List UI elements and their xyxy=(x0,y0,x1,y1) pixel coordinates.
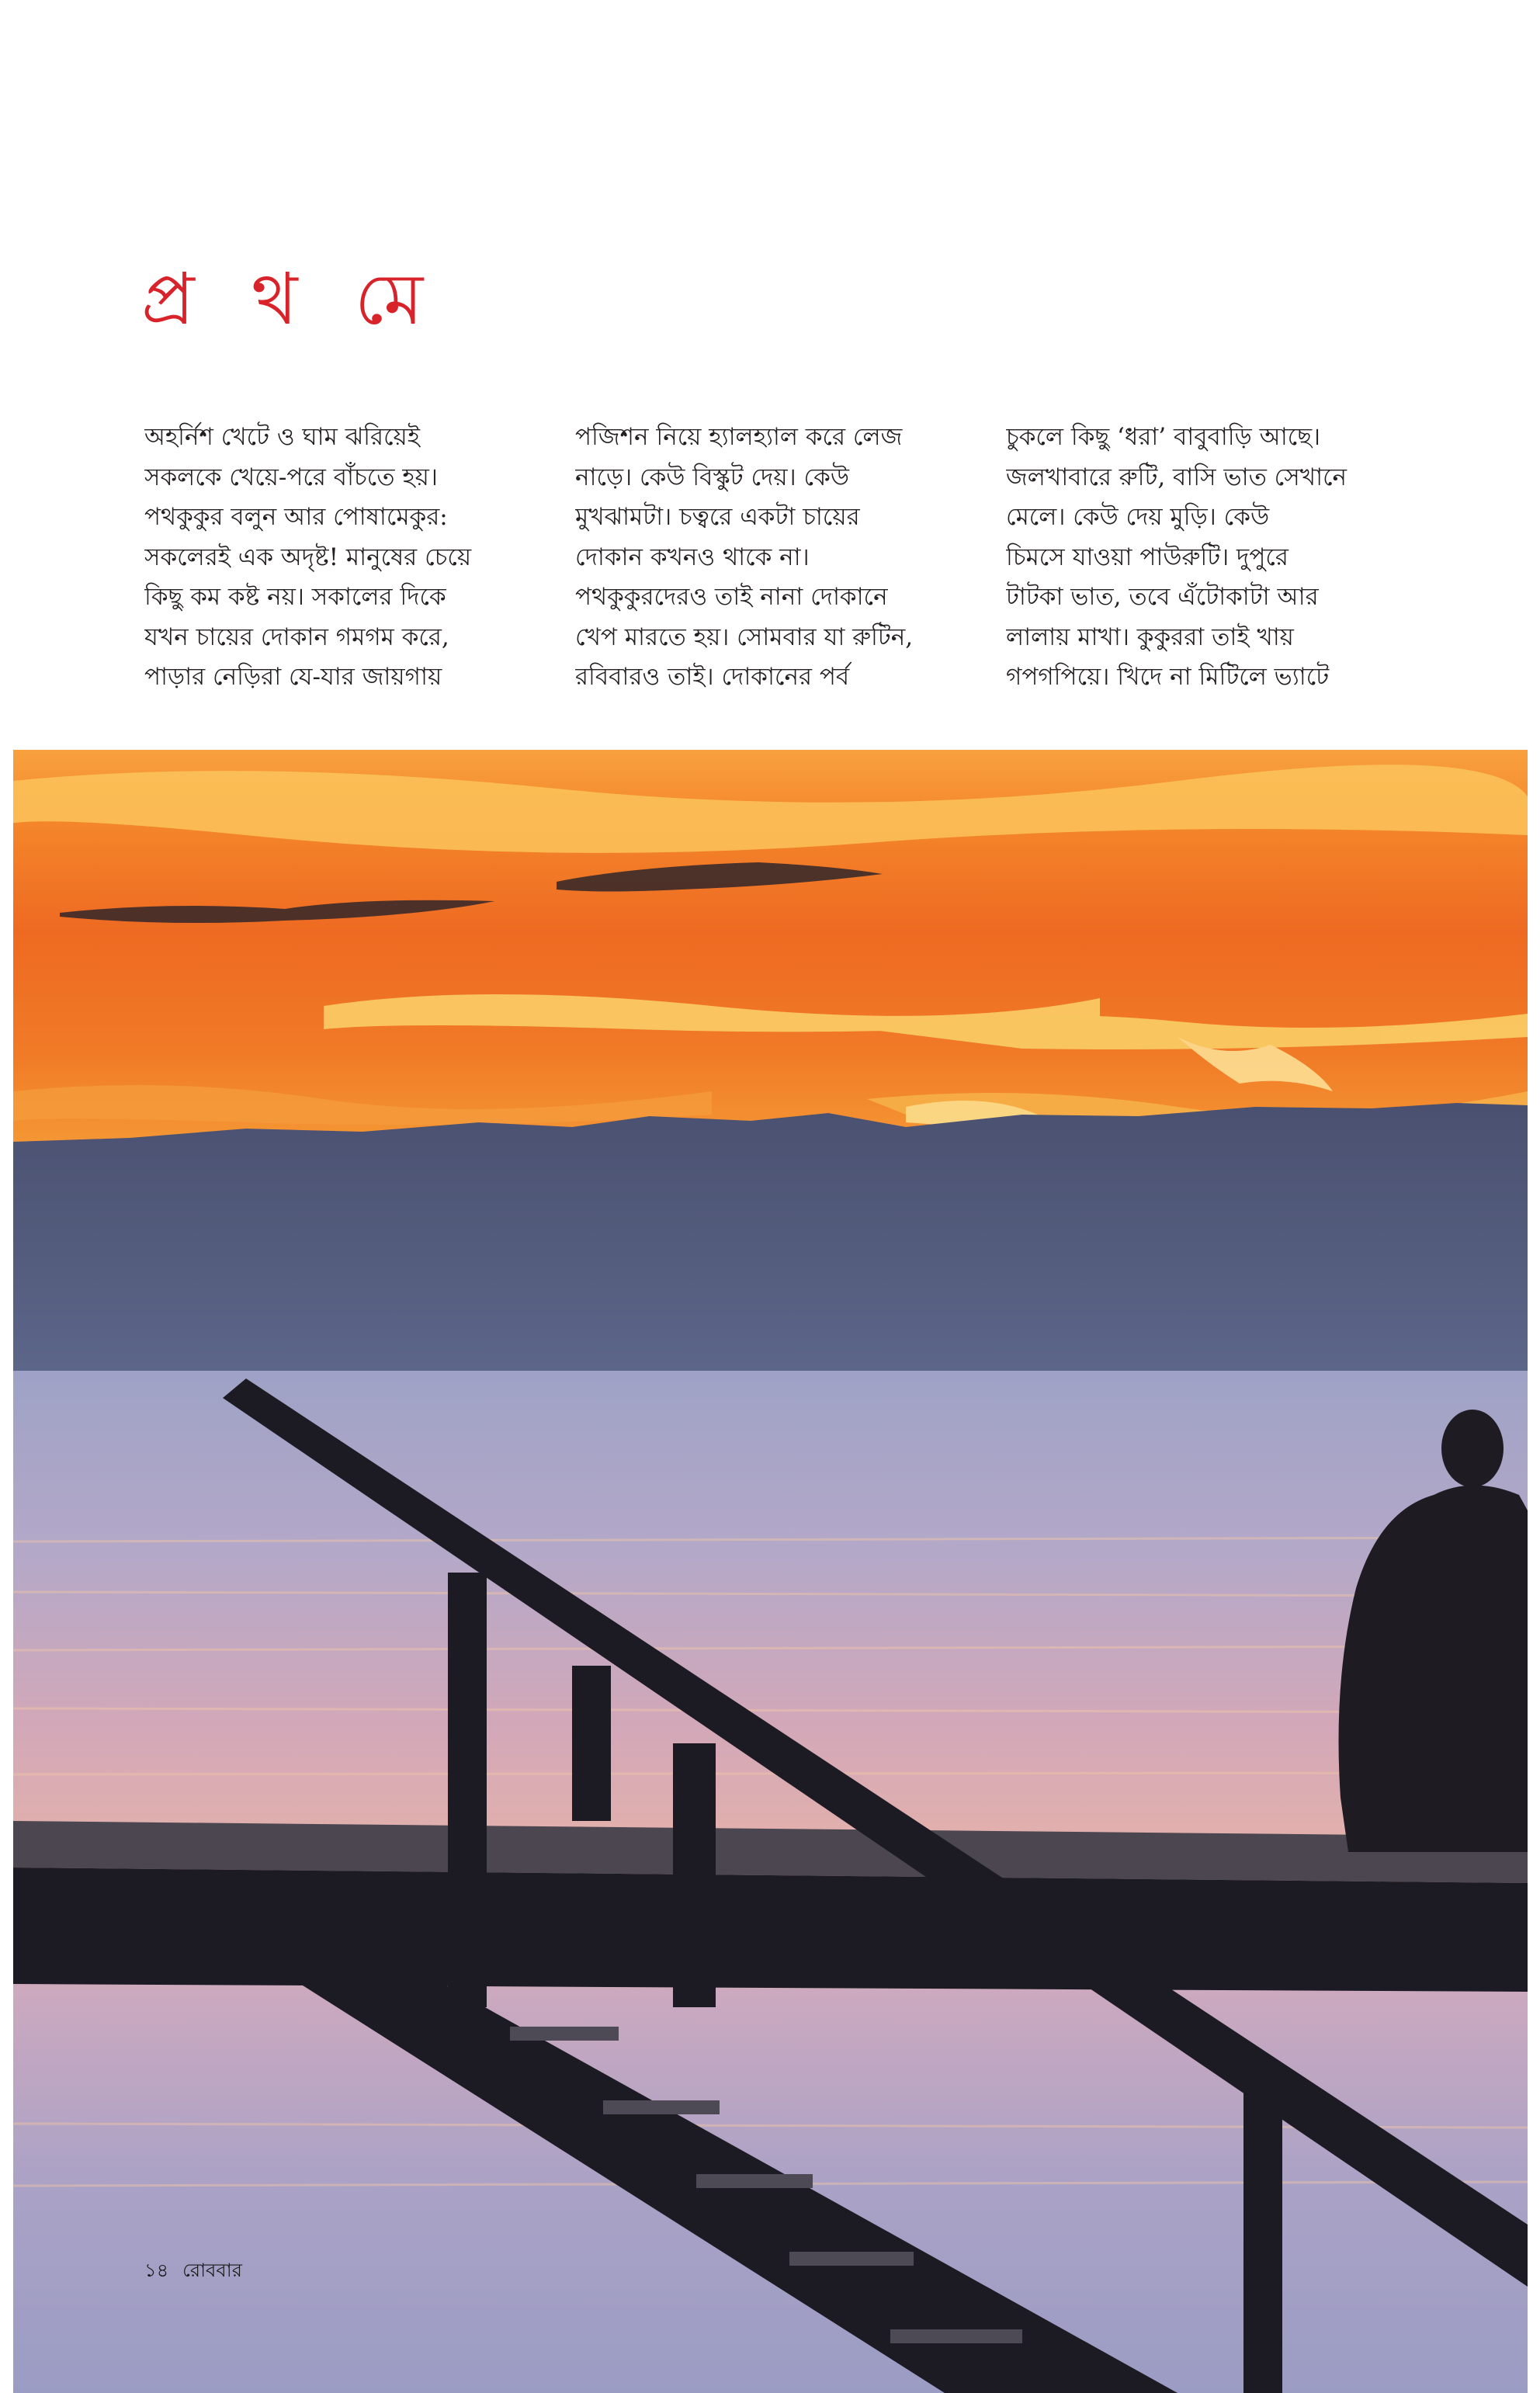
page-number: ১৪ xyxy=(144,2259,169,2281)
body-text-line: দোকান কখনও থাকে না। xyxy=(575,543,810,571)
text-column-2 xyxy=(575,418,979,698)
body-text-line: যখন চায়ের দোকান গমগম করে, xyxy=(144,623,449,651)
body-text-line: কিছু কম কষ্ট নয়। সকালের দিকে xyxy=(144,583,446,611)
section-heading: প্র থ মে xyxy=(141,258,441,341)
body-text-line: পজিশন নিয়ে হ্যালহ্যাল করে লেজ xyxy=(575,423,903,451)
body-text-line: পথকুকুর বলুন আর পোষামেকুর: xyxy=(144,503,448,531)
body-text-line: খেপ মারতে হয়। সোমবার যা রুটিন, xyxy=(575,623,914,651)
body-text-line: টাটকা ভাত, তবে এঁটোকাটা আর xyxy=(1006,583,1319,611)
body-text-line: চিমসে যাওয়া পাউরুটি। দুপুরে xyxy=(1006,543,1289,571)
body-text-line: রবিবারও তাই। দোকানের পর্ব xyxy=(575,663,850,691)
text-column-1 xyxy=(144,418,548,698)
body-text-line: চুকলে কিছু ‘ধরা’ বাবুবাড়ি আছে। xyxy=(1006,423,1321,451)
body-text-line: লালায় মাখা। কুকুররা তাই খায় xyxy=(1006,623,1294,651)
magazine-name: রোববার xyxy=(182,2259,242,2281)
body-text-line: পথকুকুরদেরও তাই নানা দোকানে xyxy=(575,583,888,611)
body-text-line: গপগপিয়ে। খিদে না মিটিলে ভ্যাটে xyxy=(1006,663,1330,691)
body-text-line: মুখঝামটা। চত্বরে একটা চায়ের xyxy=(575,503,860,531)
body-text-line: সকলেরই এক অদৃষ্ট! মানুষের চেয়ে xyxy=(144,543,472,571)
sunset-pier-photo xyxy=(13,750,1528,2393)
body-text-line: জলখাবারে রুটি, বাসি ভাত সেখানে xyxy=(1006,463,1348,491)
page-footer xyxy=(144,2256,256,2287)
body-text-line: সকলকে খেয়ে-পরে বাঁচতে হয়। xyxy=(144,463,438,491)
mountain-range xyxy=(13,1103,1528,1371)
body-text-line: পাড়ার নেড়িরা যে-যার জায়গায় xyxy=(144,663,442,691)
text-column-3 xyxy=(1006,418,1410,698)
body-text-line: নাড়ে। কেউ বিস্কুট দেয়। কেউ xyxy=(575,463,849,491)
body-text-line: মেলে। কেউ দেয় মুড়ি। কেউ xyxy=(1006,503,1270,531)
body-text-line: অহর্নিশ খেটে ও ঘাম ঝরিয়েই xyxy=(144,423,420,451)
